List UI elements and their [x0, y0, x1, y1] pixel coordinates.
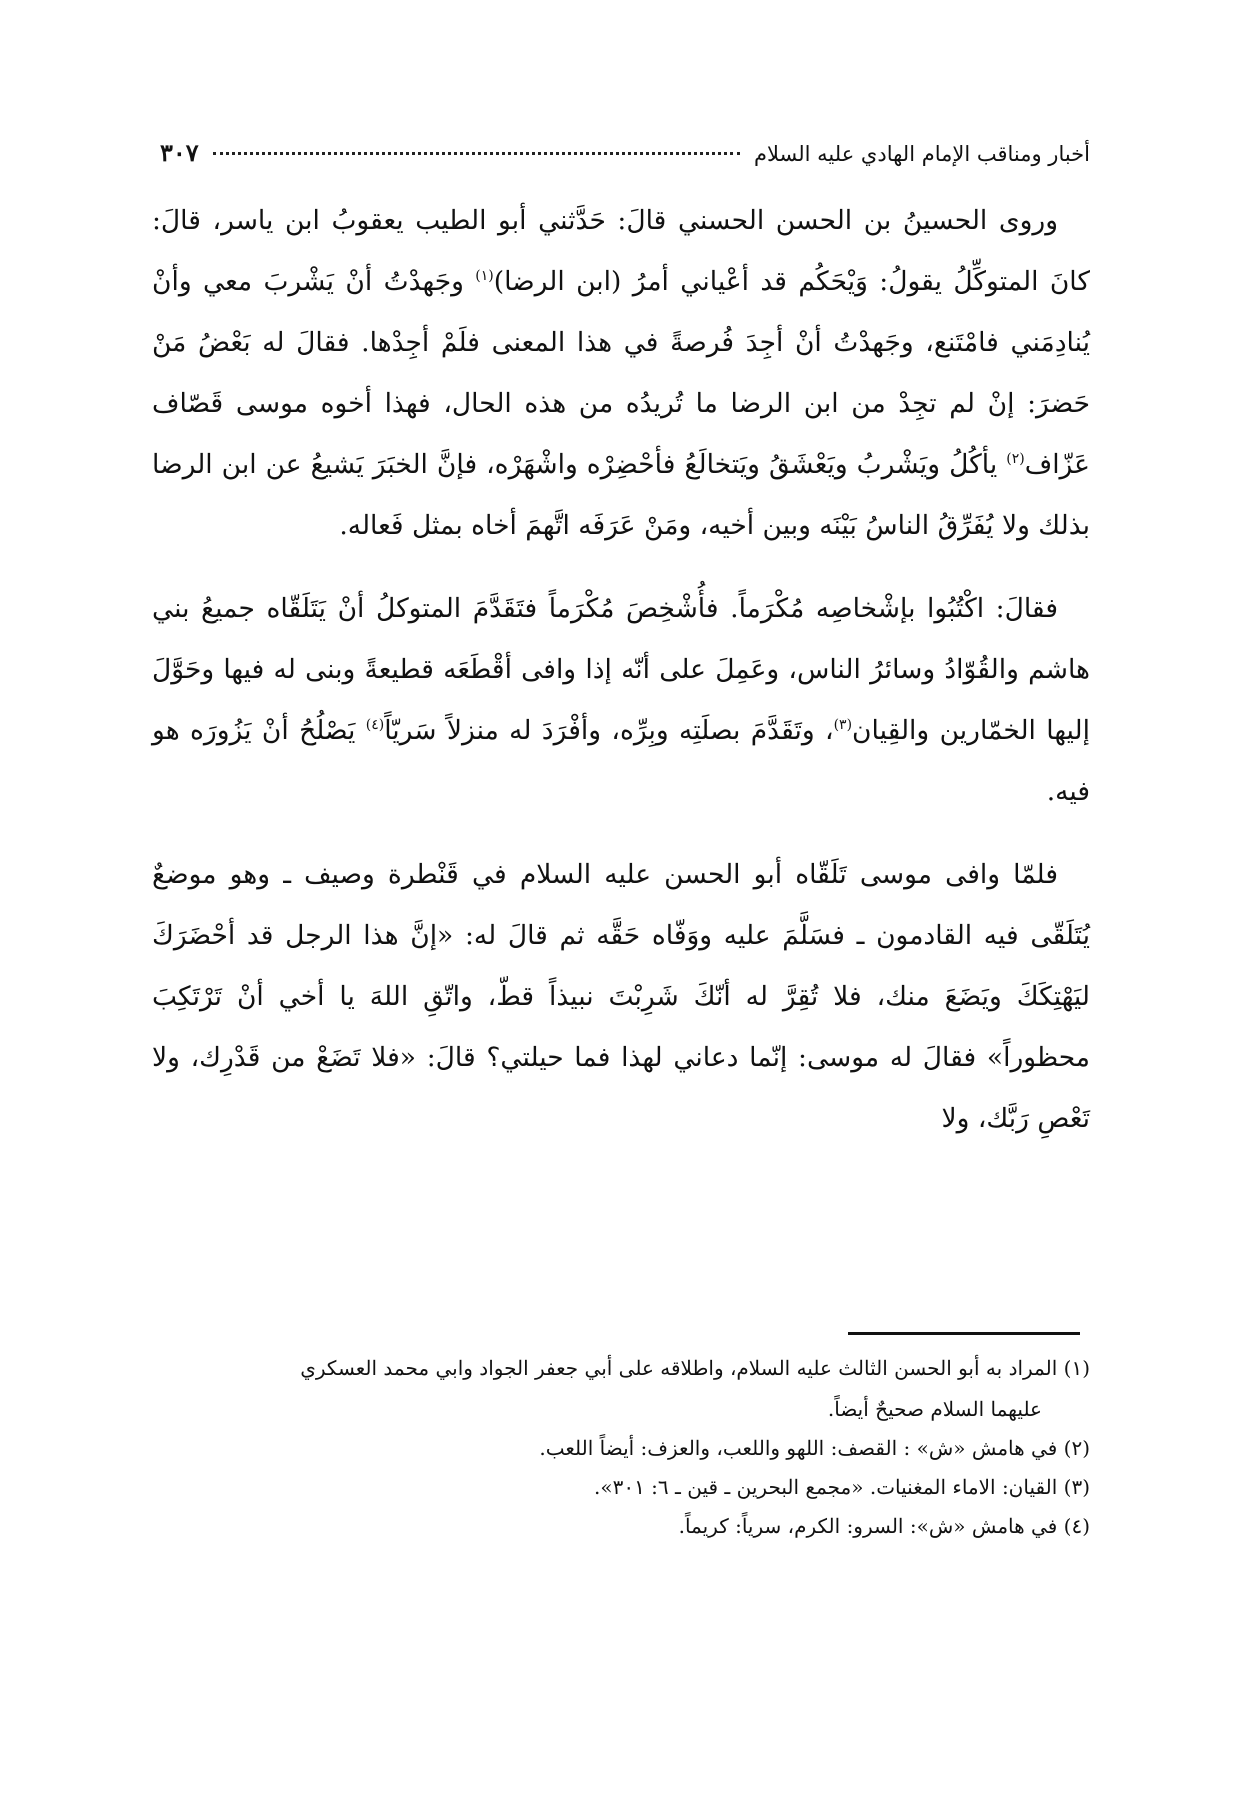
footnote-ref-4: (٤) — [365, 717, 385, 734]
page-number: ٣٠٧ — [160, 138, 199, 167]
footnote-ref-1: (١) — [475, 268, 494, 285]
footnote-ref-2: (٢) — [1006, 451, 1025, 468]
paragraph-1-part-a: وروى الحسينُ بن الحسن الحسني قالَ: حَدَّثني أبو الطيب يعقوبُ ابن ياسر، قالَ: كانَ المتوكِّلُ يقولُ: وَيْحَكُم قد أعْياني أمرُ (ابن الرضا) — [152, 205, 1091, 297]
footnote-3: (٣) القيان: الاماء المغنيات. «مجمع البحرين ـ قين ـ ٦: ٣٠١». — [593, 1475, 1090, 1499]
footnote-1-line-1: (١) المراد به أبو الحسن الثالث عليه السلام، واطلاقه على أبي جعفر الجواد وابي محمد العسكري — [300, 1356, 1090, 1380]
footnote-separator — [848, 1332, 1080, 1335]
paragraph-2-part-a: فقالَ: اكْتُبُوا بإشْخاصِه مُكْرَماً. فأُشْخِصَ مُكْرَماً فتَقَدَّمَ المتوكلُ أنْ يَتَلَقّاه جميعُ بني هاشم والقُوّادُ وسائرُ الناس، وعَمِلَ على أنّه إذا وافى أقْطَعَه قطيعةً وبنى له فيها وحَوَّلَ إليها الخمّارين والقِيان — [152, 593, 1090, 746]
paragraph-1-part-c: يأكُلُ ويَشْربُ ويَعْشَقُ ويَتخالَعُ فأحْضِرْه واشْهَرْه، فإنَّ الخبَرَ يَشيعُ عن ابن الرضا بذلك ولا يُفَرِّقُ الناسُ بَيْنَه وبين أخيه، ومَنْ عَرَفَه اتَّهمَ أخاه بمثل فَعاله. — [152, 449, 1090, 541]
paragraph-3 — [152, 844, 1090, 1149]
paragraph-2 — [152, 578, 1090, 822]
footnote-4: (٤) في هامش «ش»: السرو: الكرم، سرياً: كريماً. — [678, 1514, 1090, 1538]
paragraph-1 — [152, 190, 1090, 556]
footnotes — [152, 1350, 1090, 1547]
footnote-ref-3: (٣) — [833, 717, 853, 734]
main-text — [152, 190, 1090, 1171]
footnote-1-line-2: عليهما السلام صحيحٌ أيضاً. — [827, 1397, 1042, 1421]
running-title: أخبار ومناقب الإمام الهادي عليه السلام — [754, 142, 1090, 166]
footnote-2: (٢) في هامش «ش» : القصف: اللهو واللعب، والعزف: أيضاً اللعب. — [539, 1436, 1090, 1460]
paragraph-1-part-b: وجَهدْتُ أنْ يَشْربَ معي وأنْ يُنادِمَني فامْتَنع، وجَهدْتُ أنْ أجِدَ فُرصةً في هذا المعنى فلَمْ أجِدْها. فقالَ له بَعْضُ مَنْ حَضرَ: إنْ لم تجِدْ من ابن الرضا ما تُريدُه من هذه الحال، فهذا أخوه موسى قَصّاف عَزّاف — [152, 266, 1090, 480]
page-header — [160, 138, 1090, 178]
footnote-1 — [152, 1350, 1090, 1428]
dotted-leader — [213, 138, 740, 155]
paragraph-2-part-c: يَصْلُحُ أنْ يَزُورَه هو فيه. — [152, 715, 1090, 807]
paragraph-2-part-b: ، وتَقَدَّمَ بصلَتِه وبِرِّه، وأفْرَدَ له منزلاً سَريّاً — [384, 715, 834, 746]
paragraph-3-text: فلمّا وافى موسى تَلَقّاه أبو الحسن عليه السلام في قَنْطرة وصيف ـ وهو موضعٌ يُتَلَقّى فيه القادمون ـ فسَلَّمَ عليه ووَفّاه حَقَّه ثم قالَ له: «إنَّ هذا الرجل قد أحْضَرَكَ ليَهْتِكَكَ ويَضَعَ منك، فلا تُقِرَّ له أنّكَ شَرِبْتَ نبيذاً قطّ، واتّقِ اللهَ يا أخي أنْ تَرْتَكِبَ محظوراً» فقالَ له موسى: إنّما دعاني لهذا فما حيلتي؟ قالَ: «فلا تَضَعْ من قَدْرِك، ولا تَعْصِ رَبَّك، ولا — [152, 859, 1090, 1134]
